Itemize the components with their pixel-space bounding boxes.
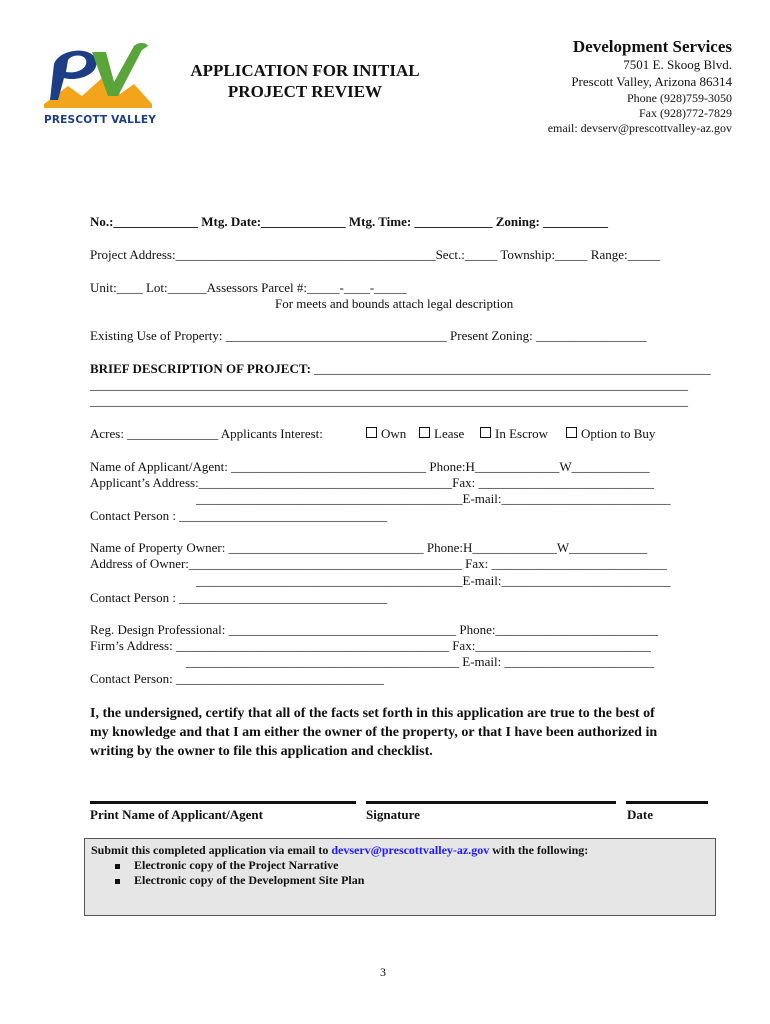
phone-number: Phone (928)759-3050: [627, 91, 732, 105]
certify-line-1: I, the undersigned, certify that all of the facts set forth in this application are true to the best of: [90, 706, 655, 721]
owner-name-row[interactable]: Name of Property Owner: ______________________________ Phone:H_____________W____________: [90, 540, 648, 555]
submit-item-1-text: Electronic copy of the Project Narrative: [134, 858, 339, 872]
existing-use-row[interactable]: Existing Use of Property: __________________________________ Present Zoning: _________________: [90, 328, 647, 343]
submit-suffix: with the following:: [489, 843, 589, 857]
submit-instruction: [91, 843, 588, 858]
checkbox-icon[interactable]: [566, 427, 577, 438]
submit-item-2: [115, 873, 364, 888]
brief-description-row[interactable]: [90, 361, 711, 377]
brief-description-line-3[interactable]: ____________________________________________________________________________________________: [90, 393, 688, 408]
interest-own-option[interactable]: [366, 426, 406, 442]
submission-instructions-box: [84, 838, 716, 916]
interest-lease-option[interactable]: [419, 426, 464, 442]
acres-field[interactable]: Acres: ______________ Applicants Interest:: [90, 426, 323, 441]
lease-label: Lease: [434, 426, 465, 441]
certify-line-2: my knowledge and that I am either the owner of the property, or that I have been authorized in: [90, 725, 658, 740]
certify-line-3: writing by the owner to file this application and checklist.: [90, 744, 433, 759]
owner-address-row[interactable]: Address of Owner:__________________________________________ Fax: ___________________________: [90, 556, 668, 571]
design-contact-row[interactable]: Contact Person: ________________________________: [90, 671, 384, 686]
department-name: Development Services: [572, 37, 732, 56]
submit-item-2-text: Electronic copy of the Development Site Plan: [134, 873, 365, 887]
brief-description-line-2[interactable]: ____________________________________________________________________________________________: [90, 377, 688, 392]
submit-prefix: Submit this completed application via email to: [91, 843, 332, 857]
date-label: Date: [627, 807, 653, 822]
interest-option-to-buy[interactable]: [566, 426, 655, 442]
design-professional-row[interactable]: Reg. Design Professional: ___________________________________ Phone:_________________________: [90, 622, 659, 637]
bullet-icon: [115, 879, 120, 884]
print-name-label: Print Name of Applicant/Agent: [90, 807, 263, 822]
certification-statement: [90, 704, 657, 761]
unit-lot-parcel-row[interactable]: Unit:____ Lot:______Assessors Parcel #:_____-____-_____: [90, 280, 407, 295]
title-line-1: APPLICATION FOR INITIAL: [190, 61, 420, 80]
checkbox-icon[interactable]: [419, 427, 430, 438]
page-number: 3: [380, 965, 386, 979]
header-email: email: devserv@prescottvalley-az.gov: [547, 121, 732, 135]
print-name-line[interactable]: [90, 801, 356, 804]
own-label: Own: [381, 426, 407, 441]
firm-address-row[interactable]: Firm’s Address: __________________________________________ Fax:___________________________: [90, 638, 651, 653]
checkbox-icon[interactable]: [366, 427, 377, 438]
applicant-email-row[interactable]: _________________________________________E-mail:__________________________: [196, 491, 671, 506]
submit-item-1: [115, 858, 338, 873]
applicant-address-row[interactable]: Applicant’s Address:_______________________________________Fax: ___________________________: [90, 475, 655, 490]
address-line-1: 7501 E. Skoog Blvd.: [623, 57, 732, 72]
interest-escrow-option[interactable]: [480, 426, 548, 442]
brief-description-label: BRIEF DESCRIPTION OF PROJECT:: [90, 361, 315, 376]
title-line-2: PROJECT REVIEW: [227, 82, 383, 101]
applicant-name-row[interactable]: Name of Applicant/Agent: ______________________________ Phone:H_____________W____________: [90, 459, 650, 474]
bullet-icon: [115, 864, 120, 869]
address-line-2: Prescott Valley, Arizona 86314: [571, 74, 732, 89]
owner-contact-row[interactable]: Contact Person : ________________________________: [90, 590, 388, 605]
owner-email-row[interactable]: _________________________________________E-mail:__________________________: [196, 573, 671, 588]
meeting-info-row[interactable]: No.:_____________ Mtg. Date:_____________ Mtg. Time: ____________ Zoning: __________: [90, 214, 609, 229]
metes-bounds-note: For meets and bounds attach legal description: [275, 296, 514, 311]
project-address-row[interactable]: Project Address:________________________________________Sect.:_____ Township:_____ Range:_____: [90, 247, 661, 262]
applicant-contact-row[interactable]: Contact Person : ________________________________: [90, 508, 388, 523]
escrow-label: In Escrow: [495, 426, 549, 441]
firm-email-row[interactable]: __________________________________________ E-mail: _______________________: [186, 654, 654, 669]
logo-text: PRESCOTT VALLEY: [44, 114, 157, 126]
option-to-buy-label: Option to Buy: [581, 426, 656, 441]
signature-label: Signature: [366, 807, 420, 822]
checkbox-icon[interactable]: [480, 427, 491, 438]
brief-description-line-1[interactable]: _____________________________________________________________: [314, 361, 711, 376]
submit-email-link[interactable]: devserv@prescottvalley-az.gov: [331, 843, 490, 857]
signature-line[interactable]: [366, 801, 616, 804]
fax-number: Fax (928)772-7829: [639, 106, 732, 120]
date-line[interactable]: [626, 801, 708, 804]
form-title: [0, 60, 610, 102]
